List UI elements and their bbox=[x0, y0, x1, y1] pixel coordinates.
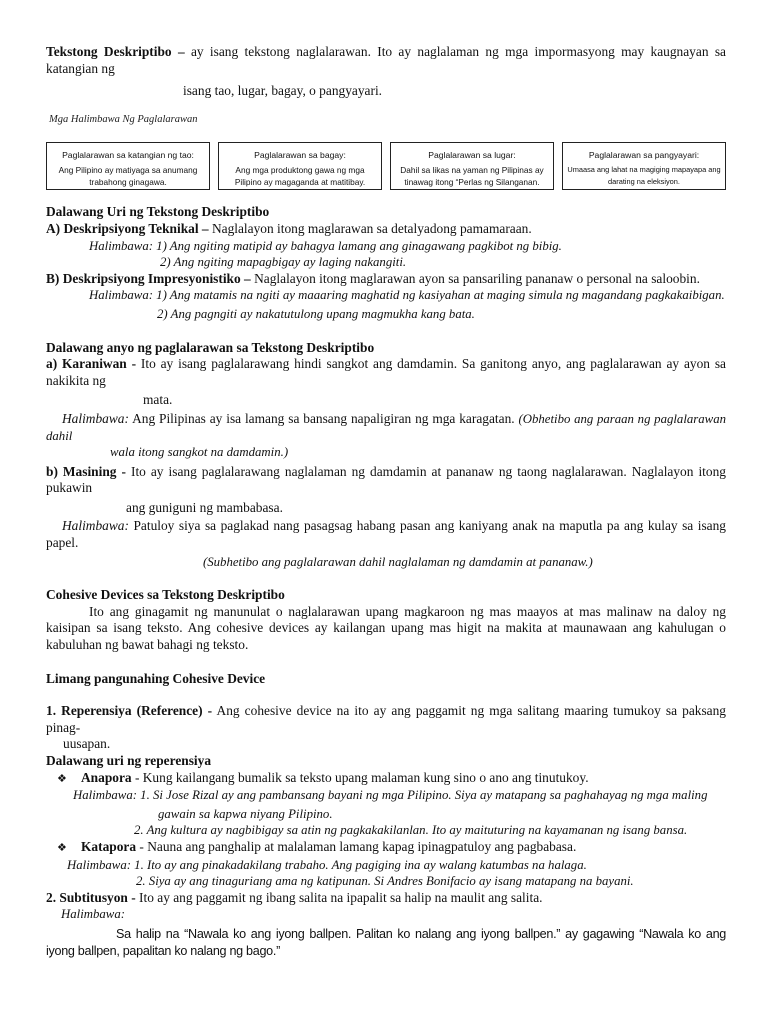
example-note: (Obhetibo ang paraan ng paglalarawan dahil bbox=[46, 411, 726, 443]
term-text: Naglalayon itong maglarawan ayon sa pansariling pananaw o personal na saloobin. bbox=[250, 270, 700, 286]
examples-boxes bbox=[46, 142, 726, 190]
example-box-desc: Dahil sa likas na yaman ng Pilipinas ay tinawag itong “Perlas ng Silanganan. bbox=[400, 165, 544, 188]
example-box-title: Paglalarawan sa lugar: bbox=[428, 150, 516, 161]
term-label: 2. Subtitusyon - bbox=[46, 889, 136, 905]
example-line: gawain sa kapwa niyang Pilipino. bbox=[158, 806, 333, 821]
term-label: 1. Reperensiya (Reference) - bbox=[46, 703, 213, 719]
section-heading: Limang pangunahing Cohesive Device bbox=[46, 670, 266, 686]
document-page bbox=[46, 44, 726, 959]
paragraph bbox=[46, 464, 726, 497]
term-label: A) Deskripsiyong Teknikal – bbox=[46, 220, 209, 236]
example-line: 2) Ang ngiting mapagbigay ay laging nakangiti. bbox=[160, 255, 407, 270]
paragraph bbox=[46, 890, 726, 907]
paragraph bbox=[46, 271, 726, 288]
sub-heading: Dalawang uri ng reperensiya bbox=[46, 753, 212, 768]
paragraph bbox=[46, 221, 726, 238]
term-text: - Kung kailangang bumalik sa teksto upang malaman kung sino o ano ang tinutukoy. bbox=[131, 769, 589, 785]
term-text: - Nauna ang panghalip at malalaman lamang kapag ipinagpatuloy ang pagbabasa. bbox=[136, 838, 577, 854]
example-line: 2) Ang pagngiti ay nakatutulong upang magmukha kang bata. bbox=[157, 306, 475, 321]
example-box-desc: Ang Pilipino ay matiyaga sa anumang trabahong ginagawa. bbox=[58, 165, 198, 188]
example-box-title: Paglalarawan sa bagay: bbox=[254, 150, 346, 161]
example-line: Halimbawa: 1) Ang matamis na ngiti ay maaaring maghatid ng kasiyahan at maging simula ng magandang pagkakaibigan. bbox=[89, 288, 725, 303]
example-box-event bbox=[562, 142, 726, 190]
example-box-object bbox=[218, 142, 382, 190]
paragraph bbox=[46, 356, 726, 389]
term-label: a) Karaniwan - bbox=[46, 356, 137, 372]
example-box-title: Paglalarawan sa pangyayari: bbox=[588, 150, 700, 161]
bullet-item bbox=[46, 770, 726, 788]
section-heading: Cohesive Devices sa Tekstong Deskriptibo bbox=[46, 587, 285, 603]
paragraph-cont: uusapan. bbox=[63, 736, 111, 752]
example-box-place bbox=[390, 142, 554, 190]
diamond-bullet-icon: ❖ bbox=[57, 772, 67, 785]
example-box-desc: Umaasa ang lahat na magiging mapayapa ang darating na eleksiyon. bbox=[567, 165, 721, 187]
section-heading: Dalawang Uri ng Tekstong Deskriptibo bbox=[46, 204, 270, 220]
example-box-title: Paglalarawan sa katangian ng tao: bbox=[62, 150, 194, 161]
example-paragraph bbox=[46, 518, 726, 551]
paragraph: Ito ang ginagamit ng manunulat o naglalarawan upang magkaroon ng mas maayos at mas malinaw na daloy ng kaisipan sa isang teksto. Ang cohesive devices ay kailangan upang mas higit na makita at maunawaan ang kahulugan o kabuluhan ng bawat bahagi ng teksto. bbox=[46, 603, 726, 653]
section-heading: Dalawang anyo ng paglalarawan sa Tekstong Deskriptibo bbox=[46, 339, 375, 355]
example-line: 2. Ang kultura ay nagbibigay sa atin ng pagkakakilanlan. Ito ay maituturing na kayamanan ng isang bansa. bbox=[134, 823, 688, 838]
example-paragraph bbox=[46, 411, 726, 444]
example-label: Halimbawa: bbox=[61, 907, 125, 922]
examples-title: Mga Halimbawa Ng Paglalarawan bbox=[49, 113, 198, 125]
intro-definition-cont: isang tao, lugar, bagay, o pangyayari. bbox=[183, 83, 383, 99]
paragraph bbox=[46, 703, 726, 736]
intro-paragraph bbox=[46, 44, 726, 77]
example-line: Halimbawa: 1) Ang ngiting matipid ay bahagya lamang ang ginagawang pagkibot ng bibig. bbox=[89, 238, 562, 253]
example-label: Halimbawa: bbox=[62, 518, 129, 534]
intro-definition: ay isang tekstong naglalarawan. Ito ay naglalaman ng mga impormasyong may kaugnayan sa katangian ng bbox=[46, 44, 726, 76]
example-box-person bbox=[46, 142, 210, 190]
paragraph-cont: mata. bbox=[143, 392, 173, 408]
example-line: 2. Siya ay ang tinaguriang ama ng katipunan. Si Andres Bonifacio ay isang matapang na bayani. bbox=[136, 874, 634, 889]
term-text: Ito ay isang paglalarawang naglalaman ng damdamin at pananaw ng taong naglalarawan. Naglalayon itong pukawin bbox=[46, 463, 726, 496]
example-label: Halimbawa: bbox=[62, 410, 129, 426]
example-line: Halimbawa: 1. Ito ay ang pinakadakilang trabaho. Ang pagiging ina ay walang katumbas na halaga. bbox=[67, 857, 587, 872]
example-note-cont: wala itong sangkot na damdamin.) bbox=[110, 445, 289, 460]
intro-term: Tekstong Deskriptibo – bbox=[46, 44, 185, 59]
paragraph-cont: ang guniguni ng mambabasa. bbox=[126, 499, 283, 515]
term-label: b) Masining - bbox=[46, 463, 126, 479]
term-text: Ang cohesive device na ito ay ang paggamit ng mga salitang maaring tumukoy sa paksang pinag- bbox=[46, 703, 726, 735]
term-label: Katapora bbox=[81, 838, 137, 854]
example-text: Patuloy siya sa paglakad nang pasagsag habang pasan ang kaniyang anak na maputla pa ang kulay sa isang papel. bbox=[46, 518, 726, 551]
example-text: Ang Pilipinas ay isa lamang sa bansang napaligiran ng mga karagatan. bbox=[128, 410, 519, 426]
example-box-desc: Ang mga produktong gawa ng mga Pilipino ay magaganda at matitibay. bbox=[234, 165, 366, 188]
example-line: Halimbawa: 1. Si Jose Rizal ay ang pambansang bayani ng mga Pilipino. Siya ay matapang sa paghahayag ng mga maling bbox=[73, 788, 708, 803]
example-paragraph: Sa halip na “Nawala ko ang iyong ballpen. Palitan ko nalang ang iyong ballpen.” ay gagawing “Nawala ko ang iyong ballpen, papalitan ko nalang ng bago.” bbox=[46, 926, 726, 958]
example-note: (Subhetibo ang paglalarawan dahil naglalaman ng damdamin at pananaw.) bbox=[203, 554, 593, 569]
term-label: B) Deskripsiyong Impresyonistiko – bbox=[46, 270, 251, 286]
term-label: Anapora bbox=[81, 769, 132, 785]
term-text: Ito ay isang paglalarawang hindi sangkot ang damdamin. Sa ganitong anyo, ang paglalarawan ay ayon sa nakikita ng bbox=[46, 356, 726, 388]
diamond-bullet-icon: ❖ bbox=[57, 841, 67, 854]
term-text: Naglalayon itong maglarawan sa detalyadong pamamaraan. bbox=[208, 220, 532, 236]
term-text: Ito ay ang paggamit ng ibang salita na ipapalit sa halip na maulit ang salita. bbox=[135, 889, 543, 905]
bullet-item bbox=[46, 839, 726, 857]
